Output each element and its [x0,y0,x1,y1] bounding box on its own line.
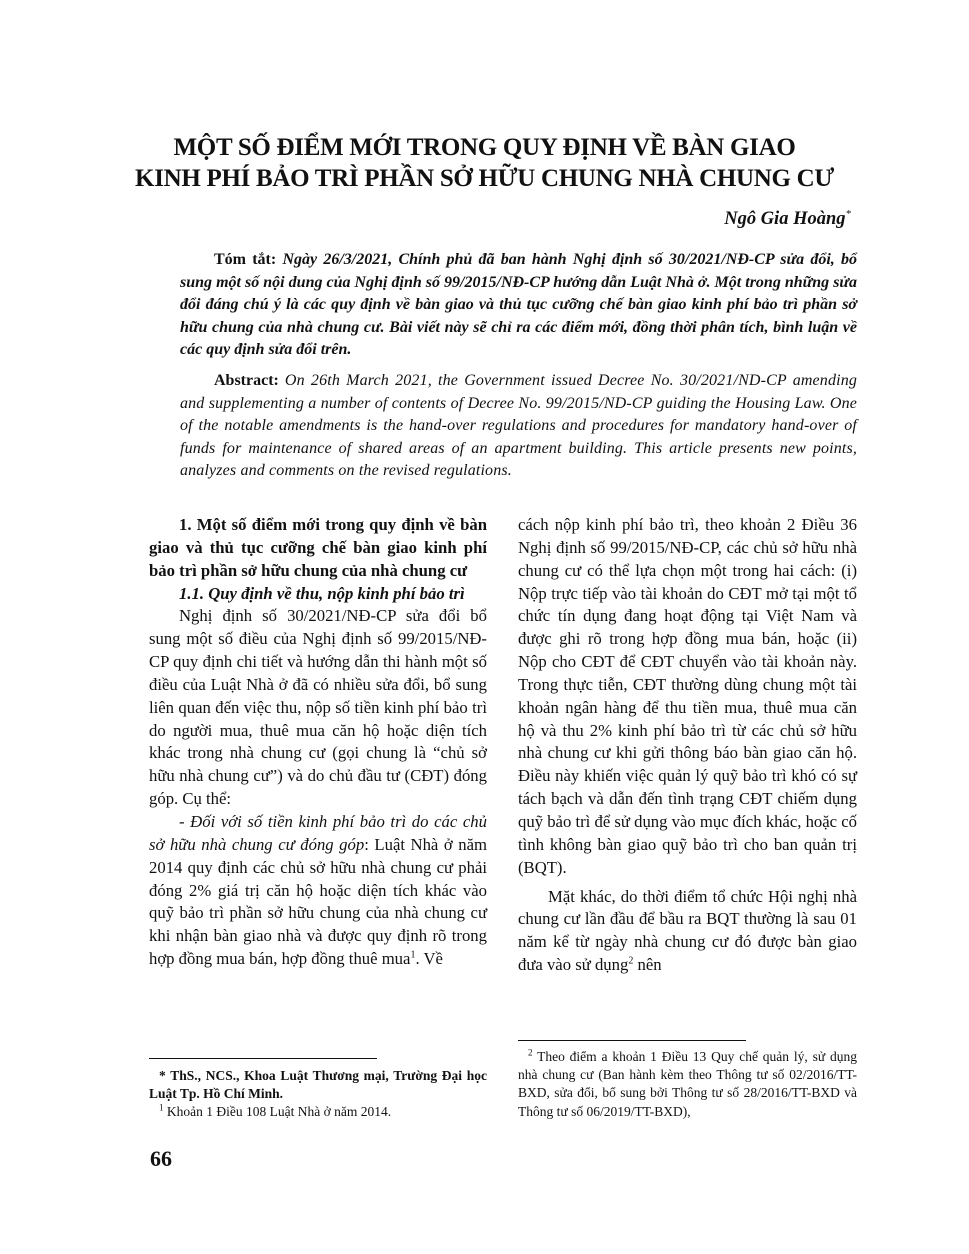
section-heading: 1. Một số điểm mới trong quy định về bàn giao và thủ tục cưỡng chế bàn giao kinh phí bảo trì phần sở hữu chung của nhà chung cư [149,515,487,580]
page-number: 66 [150,1146,172,1171]
body-paragraph [518,886,857,977]
footnote-divider [149,1058,377,1059]
footnotes-right [518,1048,857,1121]
body-paragraph: cách nộp kinh phí bảo trì, theo khoản 2 Điều 36 Nghị định số 99/2015/NĐ-CP, các chủ sở hữu nhà chung cư có thể lựa chọn một trong hai cách: (i) Nộp trực tiếp vào tài khoản do CĐT mở tại một tổ chức tín dụng đang hoạt động tại Việt Nam và được ghi rõ trong hợp đồng mua bán, hoặc (ii) Nộp cho CĐT để CĐT chuyển vào tài khoản này. Trong thực tiễn, CĐT thường dùng chung một tài khoản ngân hàng để thu tiền mua, thuê mua căn hộ và thu 2% kinh phí bảo trì từ các chủ sở hữu nhà chung cư khi gửi thông báo bàn giao căn hộ. Điều này khiến việc quản lý quỹ bảo trì khó có sự tách bạch và dẫn đến tình trạng CĐT chiếm dụng quỹ bảo trì để sử dụng vào mục đích khác, hoặc cố tình không bàn giao quỹ bảo trì cho ban quản trị (BQT). [518,515,857,877]
footnote-number: 1 [159,1102,164,1113]
footnote-text: Theo điểm a khoản 1 Điều 13 Quy chế quản lý, sử dụng nhà chung cư (Ban hành kèm theo Thông tư số 02/2016/TT-BXD, sửa đổi, bổ sung bởi Thông tư số 28/2016/TT-BXD và Thông tư số 06/2019/TT-BXD), [518,1049,857,1119]
paragraph-text: : Luật Nhà ở năm 2014 quy định các chủ sở hữu nhà chung cư phải đóng 2% giá trị căn hộ hoặc diện tích khác vào quỹ bảo trì phần sở hữu chung của nhà chung cư khi nhận bàn giao nhà và được quy định rõ trong hợp đồng mua bán, hợp đồng thuê mua [149,834,487,969]
paragraph-text: Mặt khác, do thời điểm tổ chức Hội nghị nhà chung cư lần đầu để bầu ra BQT thường là sau 01 năm kể từ ngày nhà chung cư đó được bàn giao đưa vào sử dụng [518,886,857,975]
footnote-ref: 2 [628,955,634,967]
title-line-2: KINH PHÍ BẢO TRÌ PHẦN SỞ HỮU CHUNG NHÀ CHUNG CƯ [135,165,834,192]
author-footnote-mark: * [845,208,851,220]
abstract-english [180,370,857,483]
title-line-1: MỘT SỐ ĐIỂM MỚI TRONG QUY ĐỊNH VỀ BÀN GIAO [173,134,796,161]
footnote-2 [518,1048,857,1121]
body-paragraph: Nghị định số 30/2021/NĐ-CP sửa đổi bổ sung một số điều của Nghị định số 99/2015/NĐ-CP quy định chi tiết và hướng dẫn thi hành một số điều của Luật Nhà ở đã có nhiều sửa đổi, bổ sung liên quan đến việc thu, nộp số tiền kinh phí bảo trì do người mua, thuê mua căn hộ hoặc diện tích khác trong nhà chung cư (gọi chung là “chủ sở hữu nhà chung cư”) và do chủ đầu tư (CĐT) đóng góp. Cụ thể: [149,606,487,809]
summary-label: Tóm tắt: [214,251,277,268]
subsection-heading: 1.1. Quy định về thu, nộp kinh phí bảo trì [179,583,465,603]
body-paragraph [149,811,487,971]
footnote-ref: 1 [410,949,416,961]
right-column [518,514,857,977]
abstract-text: On 26th March 2021, the Government issued Decree No. 30/2021/ND-CP amending and supplementing a number of contents of Decree No. 99/2015/ND-CP guiding the Housing Law. One of the notable amendments is the hand-over regulations and procedures for mandatory hand-over of funds for maintenance of shared areas of an apartment building. This article presents new points, analyzes and comments on the revised regulations. [180,372,858,480]
footnote-author-affiliation: * ThS., NCS., Khoa Luật Thương mại, Trường Đại học Luật Tp. Hồ Chí Minh. [149,1068,487,1102]
emphasis-text: - Đối với số tiền kinh phí bảo trì do các chủ sở hữu nhà chung cư đóng góp [149,811,487,854]
summary-vietnamese [180,249,857,362]
paragraph-text: nên [633,955,662,975]
footnote-1 [149,1103,487,1121]
left-column [149,514,487,971]
footnote-divider [518,1040,746,1041]
author-name: Ngô Gia Hoàng [724,209,846,230]
footnote-text: Khoản 1 Điều 108 Luật Nhà ở năm 2014. [163,1104,392,1120]
article-title [0,132,969,194]
paragraph-text: . Về [415,949,443,969]
footnotes-left [149,1067,487,1122]
summary-text: Ngày 26/3/2021, Chính phủ đã ban hành Nghị định số 30/2021/NĐ-CP sửa đổi, bổ sung một số nội dung của Nghị định số 99/2015/NĐ-CP hướng dẫn Luật Nhà ở. Một trong những sửa đổi đáng chú ý là các quy định về bàn giao và thủ tục cưỡng chế bàn giao kinh phí bảo trì phần sở hữu chung của nhà chung cư. Bài viết này sẽ chỉ ra các điểm mới, đồng thời phân tích, bình luận về các quy định sửa đổi trên. [180,251,858,359]
abstract-label: Abstract: [214,372,279,389]
footnote-number: 2 [528,1047,533,1058]
author-byline [724,208,851,230]
